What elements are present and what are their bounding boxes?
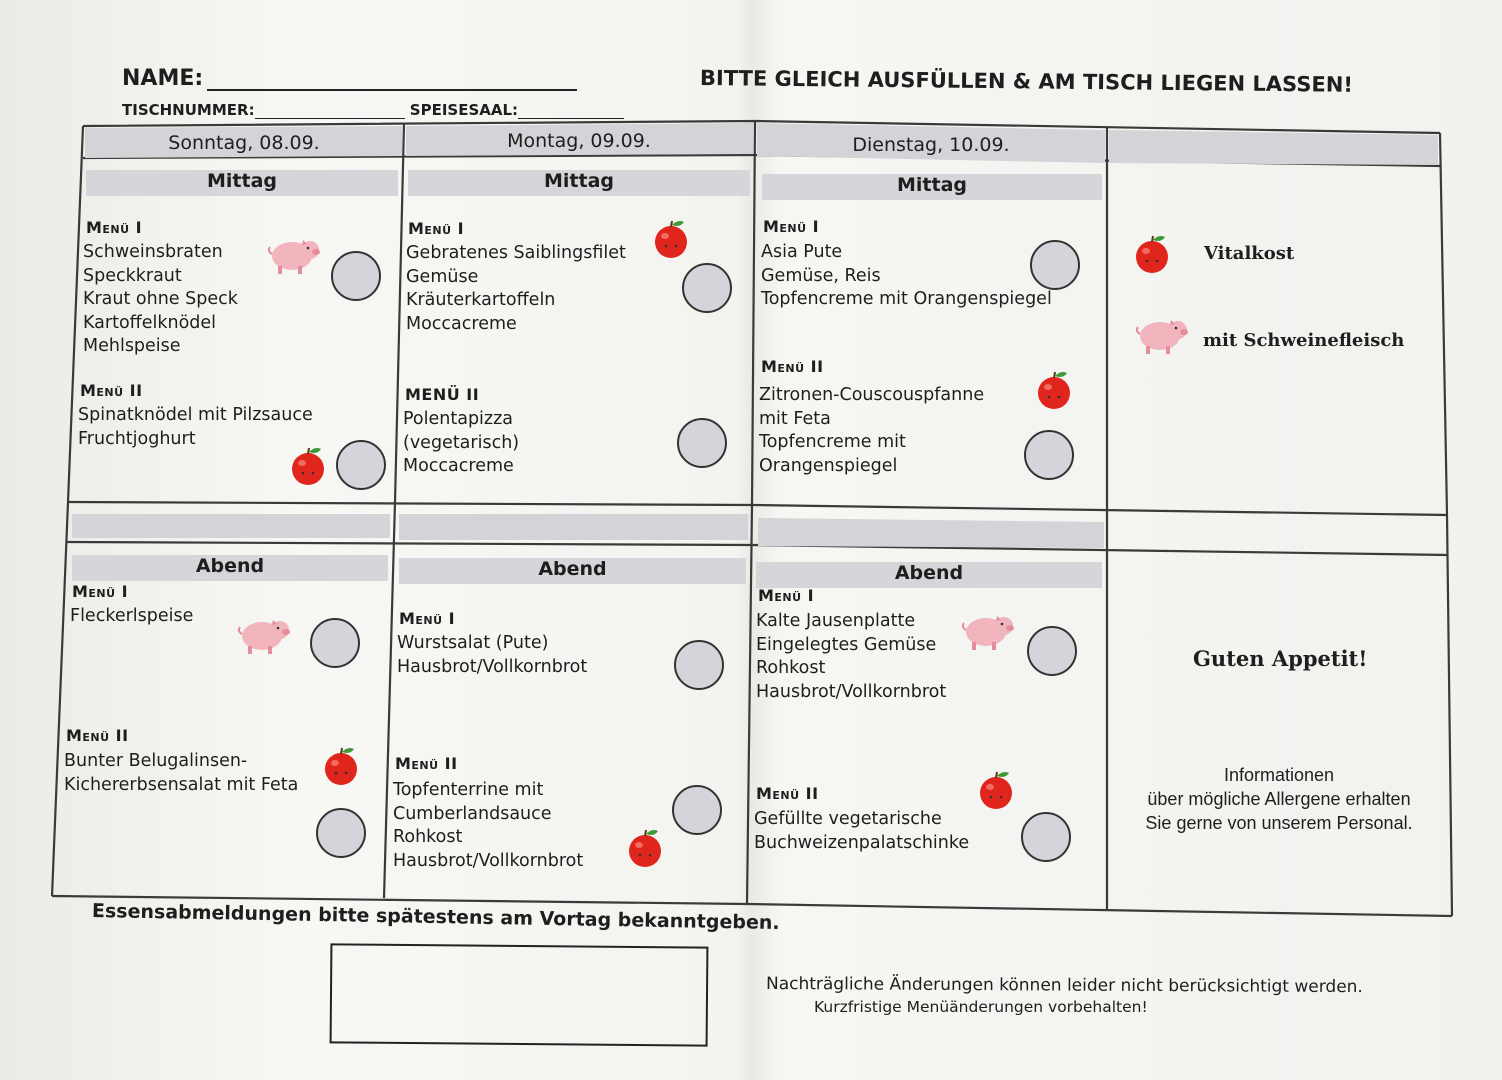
menu-item: Kalte Jausenplatte: [756, 611, 916, 631]
lunch-header-monday: Mittag: [408, 170, 750, 196]
menu1-label: Menü I: [758, 586, 815, 605]
menu-item: Topfencreme mit: [759, 432, 906, 452]
menu-item: Mehlspeise: [83, 336, 181, 356]
select-circle-mon-lunch-1[interactable]: [682, 263, 732, 313]
greeting: Guten Appetit!: [1193, 646, 1368, 671]
menu-item: Hausbrot/Vollkornbrot: [397, 656, 588, 677]
menu1-label: Menü I: [408, 219, 465, 238]
menu2-label: Menü II: [80, 381, 143, 400]
apple-icon: [321, 746, 361, 786]
name-label: NAME:: [122, 66, 204, 91]
menu-items-tue-lunch-2: [759, 384, 984, 478]
menu-item: Orangenspiegel: [759, 455, 898, 476]
select-circle-sun-dinner-1[interactable]: [310, 618, 360, 668]
menu-item: Gemüse, Reis: [761, 265, 881, 286]
select-circle-mon-dinner-1[interactable]: [674, 640, 724, 690]
menu-item: Wurstsalat (Pute): [397, 633, 549, 653]
menu-item: Bunter Belugalinsen-: [64, 751, 248, 771]
dinner-header-sunday: Abend: [72, 555, 388, 581]
menu1-label: Menü I: [399, 609, 456, 628]
menu-item: (vegetarisch): [403, 432, 520, 453]
dinner-header-monday: Abend: [399, 558, 746, 584]
menu-item: Gemüse: [406, 266, 479, 287]
menu2-label: Menü II: [756, 784, 819, 803]
menu-item: Zitronen-Couscouspfanne: [759, 385, 985, 405]
pig-icon: [262, 232, 320, 276]
menu-item: Buchweizenpalatschinke: [754, 832, 970, 853]
apple-icon: [651, 219, 691, 259]
day-header-tuesday: Dienstag, 10.09.: [852, 134, 1010, 156]
table-label: TISCHNUMMER:: [122, 101, 255, 119]
apple-icon: [976, 770, 1016, 810]
fill-instruction: BITTE GLEICH AUSFÜLLEN & AM TISCH LIEGEN LASSEN!: [699, 66, 1354, 97]
allergen-info: [1120, 763, 1438, 835]
cancel-note: Essensabmeldungen bitte spätestens am Vortag bekanntgeben.: [91, 900, 780, 934]
info-line: Sie gerne von unserem Personal.: [1145, 813, 1413, 833]
menu-items-tue-lunch-1: [761, 241, 1052, 312]
lunch-header-sunday: Mittag: [86, 170, 398, 196]
menu-item: Kichererbsensalat mit Feta: [64, 774, 299, 795]
pig-icon: [1130, 312, 1188, 356]
menu-items-sun-lunch-1: [83, 241, 238, 359]
menu-item: Speckkraut: [83, 265, 182, 286]
menu-item: Gebratenes Saiblingsfilet: [406, 243, 626, 263]
menu-item: Polentapizza: [403, 409, 514, 429]
menu2-label: Menü II: [66, 726, 129, 745]
menu-item: mit Feta: [759, 408, 831, 429]
menu1-label: Menü I: [72, 582, 129, 601]
select-circle-sun-lunch-1[interactable]: [331, 251, 381, 301]
select-circle-mon-dinner-2[interactable]: [672, 785, 722, 835]
menu-item: Spinatknödel mit Pilzsauce: [78, 405, 313, 425]
info-line: Informationen: [1223, 765, 1335, 785]
menu-items-mon-dinner-2: [393, 779, 583, 873]
menu-item: Topfenterrine mit: [393, 780, 544, 800]
legend-pork: mit Schweinefleisch: [1203, 330, 1405, 351]
menu-item: Asia Pute: [761, 242, 843, 262]
select-circle-sun-dinner-2[interactable]: [316, 808, 366, 858]
changes-note: Nachträgliche Änderungen können leider nicht berücksichtigt werden.: [765, 974, 1363, 998]
signature-box[interactable]: [330, 943, 709, 1046]
select-circle-tue-lunch-1[interactable]: [1030, 240, 1080, 290]
dinner-header-tuesday: Abend: [756, 562, 1102, 588]
menu-items-sun-lunch-2: [78, 404, 313, 451]
menu-items-sun-dinner-2: [64, 750, 298, 797]
menu-item: Hausbrot/Vollkornbrot: [756, 681, 947, 702]
menu-item: Cumberlandsauce: [393, 803, 552, 824]
menu-item: Rohkost: [393, 827, 463, 847]
select-circle-sun-lunch-2[interactable]: [336, 440, 386, 490]
hall-label: SPEISESAAL:: [409, 101, 519, 119]
menu-item: Gefüllte vegetarische: [754, 809, 942, 829]
select-circle-tue-lunch-2[interactable]: [1024, 430, 1074, 480]
menu1-label: Menü I: [763, 217, 820, 236]
menu-items-sun-dinner-1: [70, 605, 193, 629]
select-circle-mon-lunch-2[interactable]: [677, 418, 727, 468]
menu-item: Rohkost: [756, 658, 826, 678]
menu-item: Kräuterkartoffeln: [406, 290, 556, 310]
menu2-label: Menü II: [761, 357, 824, 376]
legend-vital: Vitalkost: [1204, 243, 1295, 264]
menu2-label: Menü II: [395, 754, 458, 773]
lunch-header-tuesday: Mittag: [762, 174, 1102, 200]
apple-icon: [1034, 370, 1074, 410]
menu-item: Kraut ohne Speck: [83, 289, 238, 309]
menu-item: Moccacreme: [406, 313, 517, 334]
pig-icon: [232, 612, 290, 656]
day-header-sunday: Sonntag, 08.09.: [168, 132, 320, 154]
menu-items-mon-dinner-1: [397, 632, 587, 679]
apple-icon: [625, 828, 665, 868]
apple-icon: [1132, 234, 1172, 274]
menu-item: Kartoffelknödel: [83, 312, 217, 333]
apple-icon: [288, 446, 328, 486]
menu-items-tue-dinner-1: [756, 610, 946, 704]
menu-item: Fruchtjoghurt: [78, 428, 196, 449]
select-circle-tue-dinner-1[interactable]: [1027, 626, 1077, 676]
menu-item: Moccacreme: [403, 456, 514, 476]
menu-item: Schweinsbraten: [83, 242, 223, 262]
menu-changes-note: Kurzfristige Menüänderungen vorbehalten!: [814, 998, 1148, 1016]
menu1-label: Menü I: [86, 218, 143, 237]
menu-item: Topfencreme mit Orangenspiegel: [761, 289, 1052, 309]
select-circle-tue-dinner-2[interactable]: [1021, 812, 1071, 862]
menu-items-tue-dinner-2: [754, 808, 969, 855]
menu-items-mon-lunch-2: [403, 408, 519, 479]
menu-item: Eingelegtes Gemüse: [756, 634, 937, 655]
day-header-monday: Montag, 09.09.: [507, 130, 651, 152]
menu-item: Hausbrot/Vollkornbrot: [393, 850, 584, 871]
pig-icon: [956, 608, 1014, 652]
menu-items-mon-lunch-1: [406, 242, 626, 336]
menu-item: Fleckerlspeise: [70, 606, 194, 626]
info-line: über mögliche Allergene erhalten: [1147, 789, 1411, 809]
menu2-label: MENÜ II: [405, 385, 480, 404]
